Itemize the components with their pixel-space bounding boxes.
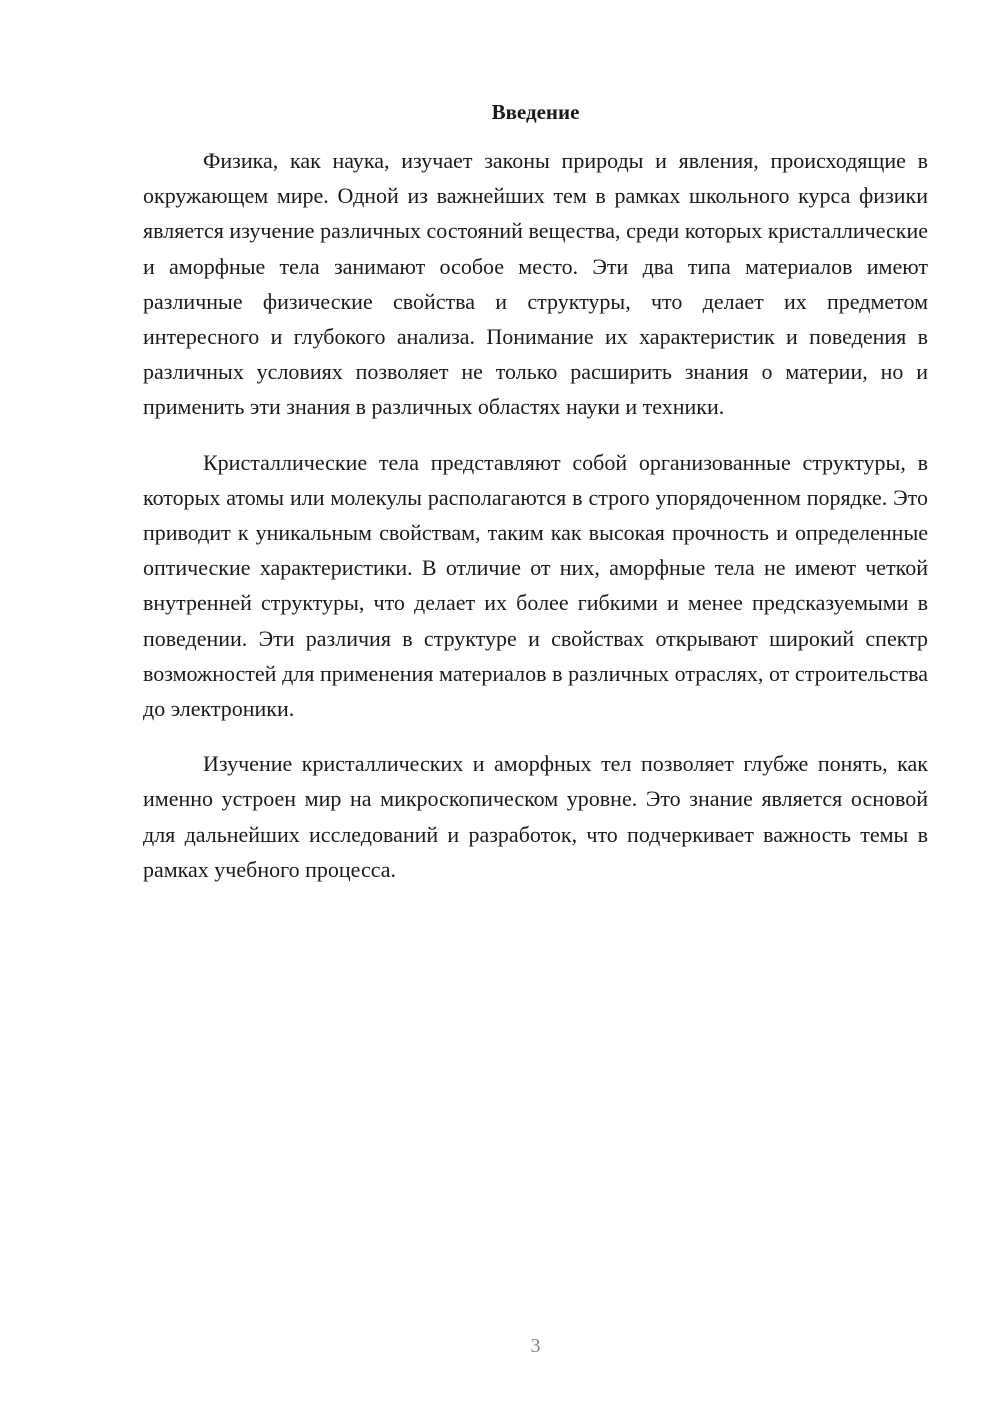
- section-heading: Введение: [491, 100, 580, 124]
- paragraph-1: Физика, как наука, изучает законы природы и явления, происходящие в окружающем мире. Одной из важнейших тем в рамках школьного курса физики является изучение различных состояний вещества, среди которых кристаллические и аморфные тела занимают особое место. Эти два типа материалов имеют различные физические свойства и структуры, что делает их предметом интересного и глубокого анализа. Понимание их характеристик и поведения в различных условиях позволяет не только расширить знания о материи, но и применить эти знания в различных областях науки и техники.: [143, 148, 928, 420]
- paragraph-3: Изучение кристаллических и аморфных тел позволяет глубже понять, как именно устроен мир на микроскопическом уровне. Это знание является основой для дальнейших исследований и разработок, что подчеркивает важность темы в рамках учебного процесса.: [143, 751, 928, 882]
- paragraph-2: Кристаллические тела представляют собой организованные структуры, в которых атомы или молекулы располагаются в строго упорядоченном порядке. Это приводит к уникальным свойствам, таким как высокая прочность и определенные оптические характеристики. В отличие от них, аморфные тела не имеют четкой внутренней структуры, что делает их более гибкими и менее предсказуемыми в поведении. Эти различия в структуре и свойствах открывают широкий спектр возможностей для применения материалов в различных отраслях, от строительства до электроники.: [143, 449, 928, 722]
- page-number: 3: [530, 1335, 541, 1357]
- document-body: [143, 143, 928, 907]
